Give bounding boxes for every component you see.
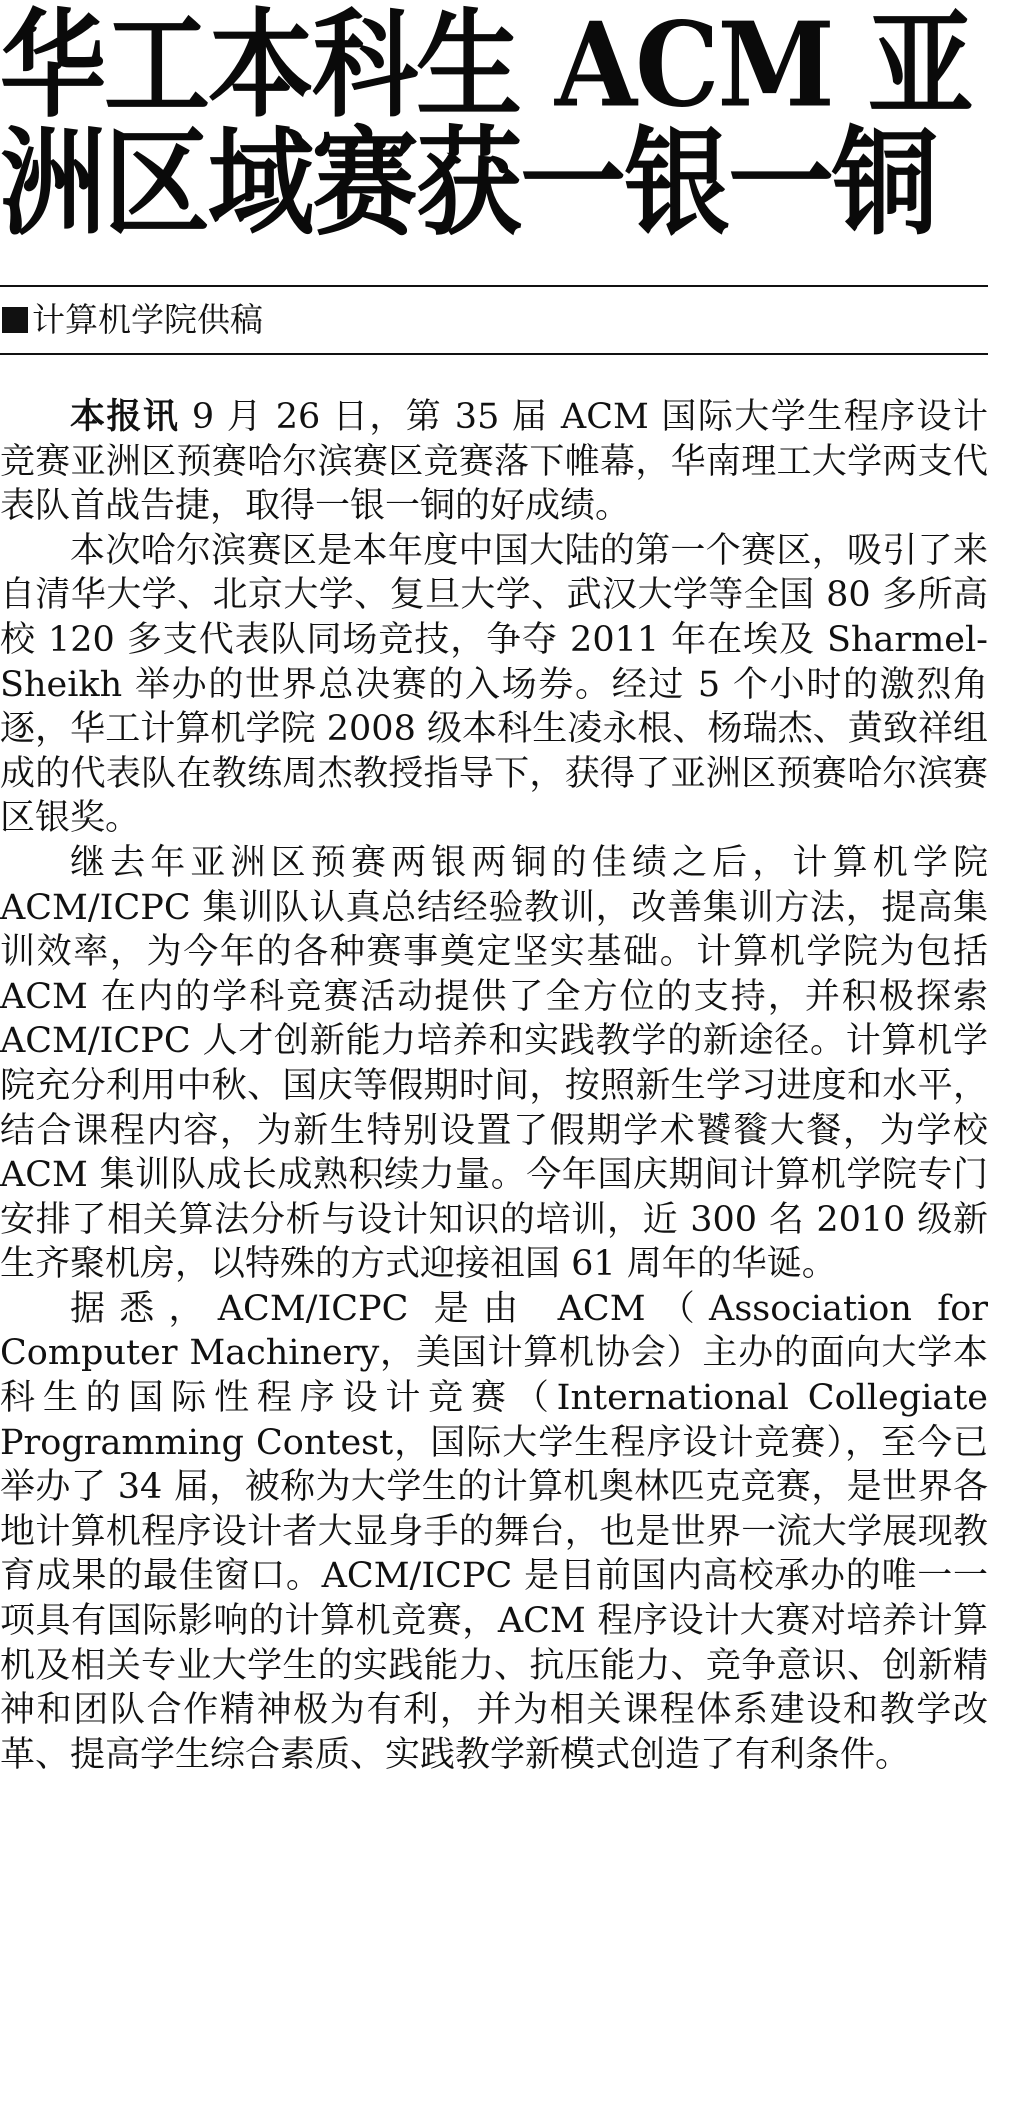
paragraph-1	[0, 395, 988, 529]
headline-line-2: 洲区域赛获一银一铜	[0, 113, 936, 252]
paragraph-4: 据悉，ACM/ICPC 是由 ACM（Association for Computer Machinery，美国计算机协会）主办的面向大学本科生的国际性程序设计竞赛（International Collegiate Programming Contest，国际大学生程序设计竞赛），至今已举办了 34 届，被称为大学生的计算机奥林匹克竞赛，是世界各地计算机程序设计者大显身手的舞台，也是世界一流大学展现教育成果的最佳窗口。ACM/ICPC 是目前国内高校承办的唯一一项具有国际影响的计算机竞赛，ACM 程序设计大赛对培养计算机及相关专业大学生的实践能力、抗压能力、竞争意识、创新精神和团队合作精神极为有利，并为相关课程体系建设和教学改革、提高学生综合素质、实践教学新模式创造了有利条件。	[0, 1288, 988, 1775]
byline-top-rule	[0, 285, 988, 287]
paragraph-1-text: 9 月 26 日，第 35 届 ACM 国际大学生程序设计竞赛亚洲区预赛哈尔滨赛区竞赛落下帷幕，华南理工大学两支代表队首战告捷，取得一银一铜的好成绩。	[0, 397, 988, 527]
byline	[2, 295, 263, 345]
byline-square-icon	[2, 307, 28, 333]
byline-text: 计算机学院供稿	[32, 300, 263, 339]
paragraph-2: 本次哈尔滨赛区是本年度中国大陆的第一个赛区，吸引了来自清华大学、北京大学、复旦大学、武汉大学等全国 80 多所高校 120 多支代表队同场竞技，争夺 2011 年在埃及 Sharmel-Sheikh 举办的世界总决赛的入场券。经过 5 个小时的激烈角逐，华工计算机学院 2008 级本科生凌永根、杨瑞杰、黄致祥组成的代表队在教练周杰教授指导下，获得了亚洲区预赛哈尔滨赛区银奖。	[0, 530, 988, 839]
byline-bottom-rule	[0, 353, 988, 355]
lead-label: 本报讯	[70, 396, 180, 437]
article-headline	[0, 0, 1015, 252]
paragraph-3: 继去年亚洲区预赛两银两铜的佳绩之后，计算机学院 ACM/ICPC 集训队认真总结经验教训，改善集训方法，提高集训效率，为今年的各种赛事奠定坚实基础。计算机学院为包括 ACM 在内的学科竞赛活动提供了全方位的支持，并积极探索 ACM/ICPC 人才创新能力培养和实践教学的新途径。计算机学院充分利用中秋、国庆等假期时间，按照新生学习进度和水平，结合课程内容，为新生特别设置了假期学术饕餮大餐，为学校 ACM 集训队成长成熟积续力量。今年国庆期间计算机学院专门安排了相关算法分析与设计知识的培训，近 300 名 2010 级新生齐聚机房，以特殊的方式迎接祖国 61 周年的华诞。	[0, 842, 988, 1285]
headline-line-1: 华工本科生 ACM 亚	[0, 0, 972, 134]
article-body	[0, 395, 988, 1777]
